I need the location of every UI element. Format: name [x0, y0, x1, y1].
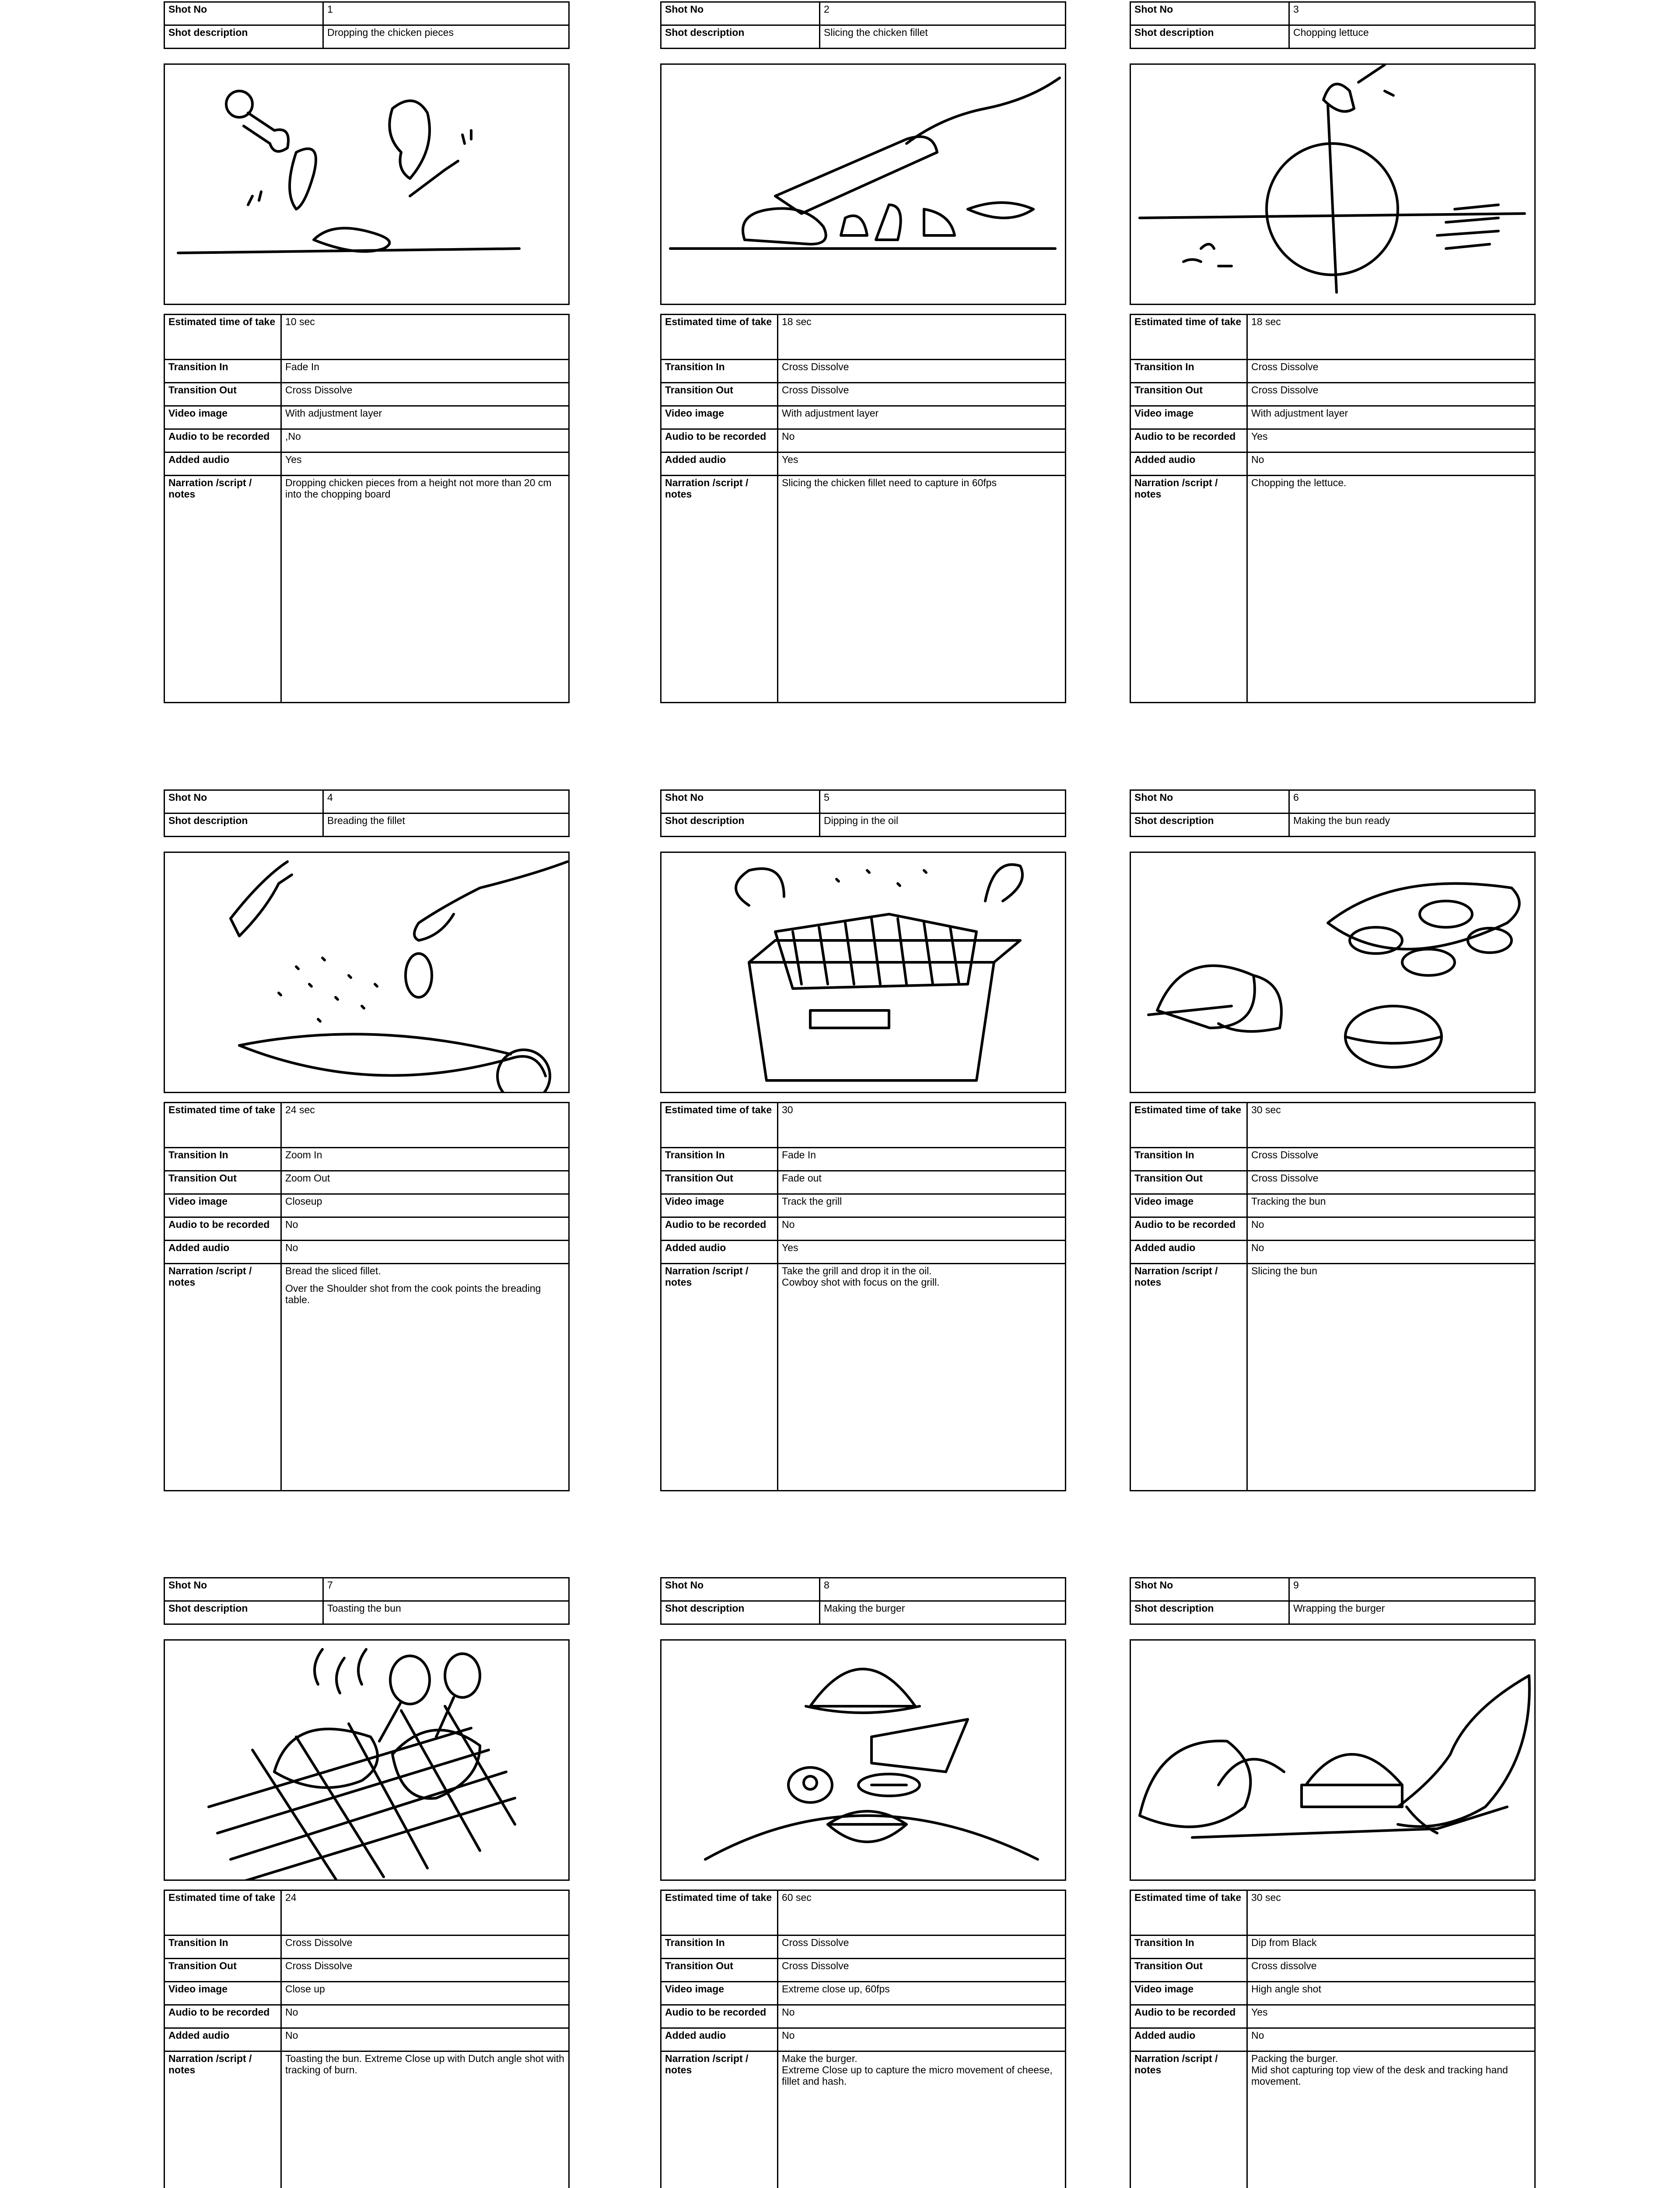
audio-recorded-label: Audio to be recorded: [1130, 1217, 1247, 1241]
shot-no-label: Shot No: [1130, 1578, 1289, 1601]
narration-line: Slicing the chicken fillet need to capture in 60fps: [782, 477, 997, 488]
storyboard-panel-3: [1130, 1, 1536, 703]
transition-in-value: Fade In: [778, 1148, 1066, 1171]
narration-notes: [1247, 2051, 1535, 2188]
audio-recorded-value: Yes: [1247, 429, 1535, 452]
transition-in-value: Cross Dissolve: [1247, 1148, 1535, 1171]
video-image-value: Closeup: [281, 1194, 569, 1217]
video-image-label: Video image: [164, 406, 281, 429]
transition-in-label: Transition In: [661, 1936, 778, 1959]
transition-out-label: Transition Out: [661, 383, 778, 406]
video-image-label: Video image: [661, 406, 778, 429]
narration-label: Narration /script / notes: [1130, 476, 1247, 703]
narration-line: Packing the burger.: [1251, 2053, 1338, 2064]
video-image-value: Extreme close up, 60fps: [778, 1982, 1066, 2005]
burger-assembly-sketch-drawing: [662, 1641, 1065, 1879]
video-image-label: Video image: [164, 1194, 281, 1217]
shot-no-label: Shot No: [661, 2, 820, 25]
transition-in-value: Cross Dissolve: [778, 360, 1066, 383]
audio-recorded-label: Audio to be recorded: [661, 1217, 778, 1241]
narration-line: Mid shot capturing top view of the desk and tracking hand movement.: [1251, 2064, 1508, 2087]
storyboard-panel-7: [164, 1577, 570, 2188]
audio-recorded-label: Audio to be recorded: [1130, 429, 1247, 452]
wrapping-burger-sketch: [1130, 1639, 1536, 1881]
video-image-value: Close up: [281, 1982, 569, 2005]
narration-notes: [281, 1264, 569, 1491]
added-audio-value: Yes: [778, 1241, 1066, 1264]
storyboard-panel-1: [164, 1, 570, 703]
storyboard-panel-5: [660, 789, 1066, 1491]
transition-out-label: Transition Out: [661, 1171, 778, 1194]
added-audio-label: Added audio: [164, 1241, 281, 1264]
shot-info-table: [164, 1890, 570, 2188]
shot-header-table: [1130, 1577, 1536, 1625]
estimated-time-value: 30: [778, 1103, 1066, 1148]
shot-info-table: [1130, 1102, 1536, 1491]
audio-recorded-label: Audio to be recorded: [164, 1217, 281, 1241]
estimated-time-label: Estimated time of take: [1130, 1103, 1247, 1148]
shot-description-value: Making the bun ready: [1289, 813, 1535, 837]
shot-description-value: Chopping lettuce: [1289, 25, 1535, 49]
burger-assembly-sketch: [660, 1639, 1066, 1881]
transition-out-value: Cross dissolve: [1247, 1959, 1535, 1982]
estimated-time-value: 10 sec: [281, 315, 569, 360]
transition-out-label: Transition Out: [164, 1959, 281, 1982]
transition-out-value: Cross Dissolve: [1247, 1171, 1535, 1194]
audio-recorded-label: Audio to be recorded: [661, 2005, 778, 2028]
estimated-time-value: 30 sec: [1247, 1890, 1535, 1936]
breading-fillet-sketch: [164, 852, 570, 1093]
estimated-time-label: Estimated time of take: [1130, 315, 1247, 360]
transition-in-value: Cross Dissolve: [281, 1936, 569, 1959]
estimated-time-label: Estimated time of take: [661, 315, 778, 360]
narration-notes: [281, 2051, 569, 2188]
video-image-label: Video image: [164, 1982, 281, 2005]
transition-in-label: Transition In: [661, 360, 778, 383]
audio-recorded-label: Audio to be recorded: [164, 429, 281, 452]
video-image-value: High angle shot: [1247, 1982, 1535, 2005]
video-image-value: Track the grill: [778, 1194, 1066, 1217]
shot-description-label: Shot description: [1130, 813, 1289, 837]
audio-recorded-label: Audio to be recorded: [164, 2005, 281, 2028]
narration-label: Narration /script / notes: [661, 1264, 778, 1491]
transition-out-label: Transition Out: [661, 1959, 778, 1982]
narration-line: Extreme Close up to capture the micro movement of cheese, fillet and hash.: [782, 2064, 1053, 2087]
shot-no-label: Shot No: [1130, 790, 1289, 813]
narration-label: Narration /script / notes: [164, 1264, 281, 1491]
shot-description-value: Slicing the chicken fillet: [820, 25, 1066, 49]
storyboard-panel-2: [660, 1, 1066, 703]
added-audio-value: No: [1247, 2028, 1535, 2051]
audio-recorded-value: No: [778, 429, 1066, 452]
narration-label: Narration /script / notes: [1130, 2051, 1247, 2188]
audio-recorded-value: Yes: [1247, 2005, 1535, 2028]
shot-no-value: 3: [1289, 2, 1535, 25]
narration-label: Narration /script / notes: [661, 2051, 778, 2188]
estimated-time-label: Estimated time of take: [1130, 1890, 1247, 1936]
shot-description-value: Wrapping the burger: [1289, 1601, 1535, 1624]
chopping-lettuce-sketch: [1130, 63, 1536, 305]
storyboard-panel-9: [1130, 1577, 1536, 2188]
shot-no-value: 5: [820, 790, 1066, 813]
shot-no-value: 7: [323, 1578, 569, 1601]
shot-description-value: Making the burger: [820, 1601, 1066, 1624]
shot-info-table: [1130, 314, 1536, 703]
narration-notes: [1247, 1264, 1535, 1491]
storyboard-panel-4: [164, 789, 570, 1491]
shot-header-table: [660, 1577, 1066, 1625]
transition-in-value: Zoom In: [281, 1148, 569, 1171]
shot-info-table: [660, 1890, 1066, 2188]
estimated-time-value: 60 sec: [778, 1890, 1066, 1936]
estimated-time-value: 24: [281, 1890, 569, 1936]
video-image-value: With adjustment layer: [778, 406, 1066, 429]
shot-info-table: [660, 314, 1066, 703]
transition-out-label: Transition Out: [164, 383, 281, 406]
shot-header-table: [660, 789, 1066, 837]
narration-line: Over the Shoulder shot from the cook points the breading table.: [285, 1283, 541, 1305]
shot-header-table: [1130, 1, 1536, 49]
transition-in-label: Transition In: [1130, 1148, 1247, 1171]
shot-no-label: Shot No: [164, 1578, 323, 1601]
shot-description-value: Breading the fillet: [323, 813, 569, 837]
audio-recorded-value: No: [281, 1217, 569, 1241]
narration-notes: [778, 2051, 1066, 2188]
toasting-grill-sketch: [164, 1639, 570, 1881]
narration-line: Toasting the bun. Extreme Close up with Dutch angle shot with tracking of burn.: [285, 2053, 564, 2076]
shot-description-label: Shot description: [164, 25, 323, 49]
shot-no-value: 1: [323, 2, 569, 25]
shot-header-table: [164, 1, 570, 49]
added-audio-value: No: [281, 2028, 569, 2051]
narration-line: Slicing the bun: [1251, 1265, 1317, 1276]
video-image-label: Video image: [1130, 1982, 1247, 2005]
narration-notes: [281, 476, 569, 703]
fryer-basket-sketch-drawing: [662, 853, 1065, 1092]
transition-in-label: Transition In: [1130, 1936, 1247, 1959]
transition-out-value: Zoom Out: [281, 1171, 569, 1194]
audio-recorded-label: Audio to be recorded: [661, 429, 778, 452]
transition-out-value: Cross Dissolve: [281, 1959, 569, 1982]
transition-out-value: Cross Dissolve: [1247, 383, 1535, 406]
added-audio-value: No: [1247, 452, 1535, 476]
fryer-basket-sketch: [660, 852, 1066, 1093]
video-image-label: Video image: [661, 1982, 778, 2005]
narration-notes: [778, 476, 1066, 703]
added-audio-value: No: [778, 2028, 1066, 2051]
chopping-lettuce-sketch-drawing: [1131, 65, 1534, 304]
slicing-fillet-sketch-drawing: [662, 65, 1065, 304]
wrapping-burger-sketch-drawing: [1131, 1641, 1534, 1879]
bun-tray-sketch: [1130, 852, 1536, 1093]
audio-recorded-value: No: [778, 2005, 1066, 2028]
added-audio-label: Added audio: [164, 2028, 281, 2051]
shot-description-label: Shot description: [1130, 1601, 1289, 1624]
audio-recorded-value: No: [778, 1217, 1066, 1241]
added-audio-value: No: [281, 1241, 569, 1264]
added-audio-value: No: [1247, 1241, 1535, 1264]
added-audio-value: Yes: [778, 452, 1066, 476]
estimated-time-label: Estimated time of take: [661, 1103, 778, 1148]
shot-description-label: Shot description: [164, 813, 323, 837]
transition-in-value: Fade In: [281, 360, 569, 383]
shot-info-table: [164, 314, 570, 703]
shot-header-table: [660, 1, 1066, 49]
slicing-fillet-sketch: [660, 63, 1066, 305]
chicken-pieces-sketch: [164, 63, 570, 305]
shot-description-value: Dropping the chicken pieces: [323, 25, 569, 49]
audio-recorded-value: No: [281, 2005, 569, 2028]
shot-no-label: Shot No: [1130, 2, 1289, 25]
shot-description-label: Shot description: [661, 813, 820, 837]
storyboard-panel-6: [1130, 789, 1536, 1491]
estimated-time-value: 18 sec: [1247, 315, 1535, 360]
transition-out-label: Transition Out: [1130, 1171, 1247, 1194]
added-audio-label: Added audio: [1130, 2028, 1247, 2051]
narration-notes: [1247, 476, 1535, 703]
narration-line: Make the burger.: [782, 2053, 858, 2064]
shot-description-value: Toasting the bun: [323, 1601, 569, 1624]
transition-in-value: Cross Dissolve: [778, 1936, 1066, 1959]
video-image-value: With adjustment layer: [281, 406, 569, 429]
shot-no-value: 4: [323, 790, 569, 813]
breading-fillet-sketch-drawing: [165, 853, 568, 1092]
shot-header-table: [164, 789, 570, 837]
shot-description-label: Shot description: [661, 1601, 820, 1624]
transition-out-value: Cross Dissolve: [778, 1959, 1066, 1982]
added-audio-label: Added audio: [1130, 452, 1247, 476]
estimated-time-label: Estimated time of take: [164, 315, 281, 360]
shot-description-label: Shot description: [164, 1601, 323, 1624]
estimated-time-value: 24 sec: [281, 1103, 569, 1148]
shot-description-label: Shot description: [1130, 25, 1289, 49]
audio-recorded-label: Audio to be recorded: [1130, 2005, 1247, 2028]
shot-info-table: [164, 1102, 570, 1491]
shot-no-value: 2: [820, 2, 1066, 25]
shot-info-table: [660, 1102, 1066, 1491]
narration-line: Bread the sliced fillet.: [285, 1265, 381, 1276]
audio-recorded-value: No: [1247, 1217, 1535, 1241]
added-audio-label: Added audio: [661, 1241, 778, 1264]
transition-in-label: Transition In: [164, 1936, 281, 1959]
shot-no-label: Shot No: [661, 1578, 820, 1601]
transition-out-label: Transition Out: [1130, 383, 1247, 406]
audio-recorded-value: ,No: [281, 429, 569, 452]
narration-label: Narration /script / notes: [164, 2051, 281, 2188]
shot-no-label: Shot No: [164, 2, 323, 25]
transition-out-value: Cross Dissolve: [778, 383, 1066, 406]
narration-line: Dropping chicken pieces from a height not more than 20 cm into the chopping board: [285, 477, 552, 500]
added-audio-label: Added audio: [1130, 1241, 1247, 1264]
shot-info-table: [1130, 1890, 1536, 2188]
narration-line: Chopping the lettuce.: [1251, 477, 1347, 488]
bun-tray-sketch-drawing: [1131, 853, 1534, 1092]
transition-out-label: Transition Out: [1130, 1959, 1247, 1982]
transition-in-label: Transition In: [164, 360, 281, 383]
estimated-time-label: Estimated time of take: [164, 1890, 281, 1936]
video-image-label: Video image: [661, 1194, 778, 1217]
transition-in-label: Transition In: [1130, 360, 1247, 383]
shot-header-table: [164, 1577, 570, 1625]
shot-no-label: Shot No: [661, 790, 820, 813]
transition-in-label: Transition In: [164, 1148, 281, 1171]
video-image-label: Video image: [1130, 406, 1247, 429]
narration-label: Narration /script / notes: [1130, 1264, 1247, 1491]
shot-description-value: Dipping in the oil: [820, 813, 1066, 837]
shot-no-value: 8: [820, 1578, 1066, 1601]
transition-out-value: Fade out: [778, 1171, 1066, 1194]
transition-in-value: Cross Dissolve: [1247, 360, 1535, 383]
shot-no-value: 9: [1289, 1578, 1535, 1601]
narration-label: Narration /script / notes: [164, 476, 281, 703]
transition-in-value: Dip from Black: [1247, 1936, 1535, 1959]
narration-notes: [778, 1264, 1066, 1491]
narration-label: Narration /script / notes: [661, 476, 778, 703]
estimated-time-value: 30 sec: [1247, 1103, 1535, 1148]
shot-description-label: Shot description: [661, 25, 820, 49]
transition-in-label: Transition In: [661, 1148, 778, 1171]
added-audio-label: Added audio: [164, 452, 281, 476]
shot-no-label: Shot No: [164, 790, 323, 813]
chicken-pieces-sketch-drawing: [165, 65, 568, 304]
video-image-label: Video image: [1130, 1194, 1247, 1217]
transition-out-label: Transition Out: [164, 1171, 281, 1194]
added-audio-value: Yes: [281, 452, 569, 476]
added-audio-label: Added audio: [661, 2028, 778, 2051]
estimated-time-value: 18 sec: [778, 315, 1066, 360]
shot-no-value: 6: [1289, 790, 1535, 813]
storyboard-panel-8: [660, 1577, 1066, 2188]
transition-out-value: Cross Dissolve: [281, 383, 569, 406]
video-image-value: With adjustment layer: [1247, 406, 1535, 429]
video-image-value: Tracking the bun: [1247, 1194, 1535, 1217]
estimated-time-label: Estimated time of take: [164, 1103, 281, 1148]
shot-header-table: [1130, 789, 1536, 837]
toasting-grill-sketch-drawing: [165, 1641, 568, 1879]
narration-line: Cowboy shot with focus on the grill.: [782, 1276, 940, 1288]
estimated-time-label: Estimated time of take: [661, 1890, 778, 1936]
narration-line: Take the grill and drop it in the oil.: [782, 1265, 932, 1276]
added-audio-label: Added audio: [661, 452, 778, 476]
